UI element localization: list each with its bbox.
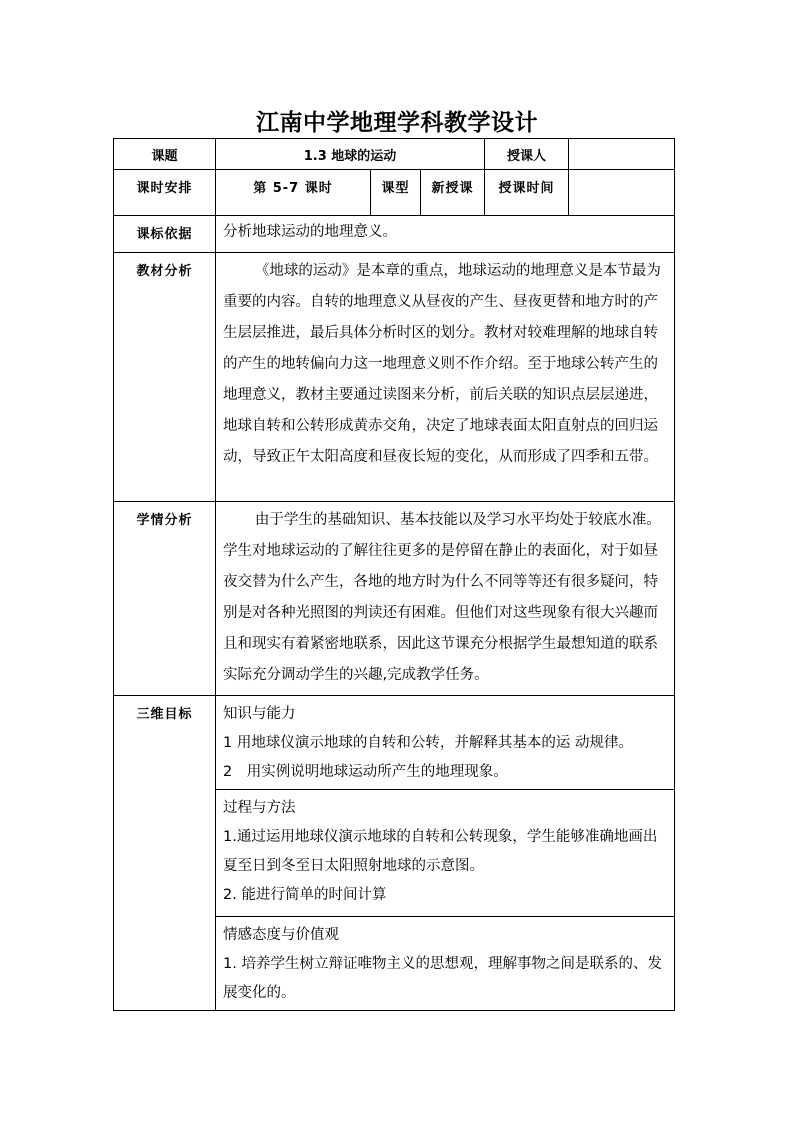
student-text: 由于学生的基础知识、基本技能以及学习水平均处于较底水准。学生对地球运动的了解往往更多的是停留在静止的表面化，对于如昼夜交替为什么产生，各地的地方时为什么不同等等还有很多疑问，特别是对各种光照图的判读还有困难。但他们对这些现象有很大兴趣而且和现实有着紧密地联系，因此这节课充分根据学生最想知道的联系实际充分调动学生的兴趣,完成教学任务。	[223, 512, 661, 683]
knowledge-item-2: 2 用实例说明地球运动所产生的地理现象。	[223, 764, 508, 780]
material-cell	[216, 253, 675, 502]
type-value: 新授课	[421, 170, 485, 216]
student-row	[114, 502, 675, 696]
time-value	[569, 170, 675, 216]
schedule-row	[114, 170, 675, 216]
process-cell	[216, 790, 675, 917]
type-label: 课型	[371, 170, 421, 216]
page-title: 江南中学地理学科教学设计	[256, 110, 538, 136]
basis-text: 分析地球运动的地理意义。	[223, 224, 397, 240]
knowledge-item-1: 1 用地球仪演示地球的自转和公转，并解释其基本的运 动规律。	[223, 735, 633, 751]
material-text: 《地球的运动》是本章的重点，地球运动的地理意义是本节最为重要的内容。自转的地理意义从昼夜的产生、昼夜更替和地方时的产生层层推进，最后具体分析时区的划分。教材对较难理解的地球自转的产生的地转偏向力这一地理意义则不作介绍。至于地球公转产生的地理意义，教材主要通过读图来分析，前后关联的知识点层层递进，地球自转和公转形成黄赤交角，决定了地球表面太阳直射点的回归运动，导致正午太阳高度和昼夜长短的变化，从而形成了四季和五带。	[223, 263, 661, 465]
student-cell	[216, 502, 675, 696]
time-label: 授课时间	[485, 170, 569, 216]
student-label: 学情分析	[114, 502, 216, 696]
goals-knowledge-row	[114, 696, 675, 790]
emotion-item-1: 1. 培养学生树立辩证唯物主义的思想观，理解事物之间是联系的、发展变化的。	[223, 956, 662, 1001]
emotion-heading: 情感态度与价值观	[223, 927, 339, 943]
goals-label: 三维目标	[114, 696, 216, 1011]
material-label: 教材分析	[114, 253, 216, 502]
lesson-plan-table	[113, 138, 675, 1011]
process-item-1: 1.通过运用地球仪演示地球的自转和公转现象，学生能够准确地画出夏至日到冬至日太阳照射地球的示意图。	[223, 829, 658, 874]
teacher-label: 授课人	[485, 139, 569, 170]
process-item-2: 2. 能进行简单的时间计算	[223, 887, 387, 903]
knowledge-cell	[216, 696, 675, 790]
basis-cell	[216, 216, 675, 253]
topic-value: 1.3 地球的运动	[216, 139, 485, 170]
emotion-cell	[216, 917, 675, 1011]
basis-row	[114, 216, 675, 253]
teacher-value	[569, 139, 675, 170]
hours-value: 第 5-7 课时	[216, 170, 371, 216]
process-heading: 过程与方法	[223, 800, 296, 816]
basis-label: 课标依据	[114, 216, 216, 253]
material-row	[114, 253, 675, 502]
topic-row	[114, 139, 675, 170]
topic-label: 课题	[114, 139, 216, 170]
knowledge-heading: 知识与能力	[223, 706, 296, 722]
hours-label: 课时安排	[114, 170, 216, 216]
